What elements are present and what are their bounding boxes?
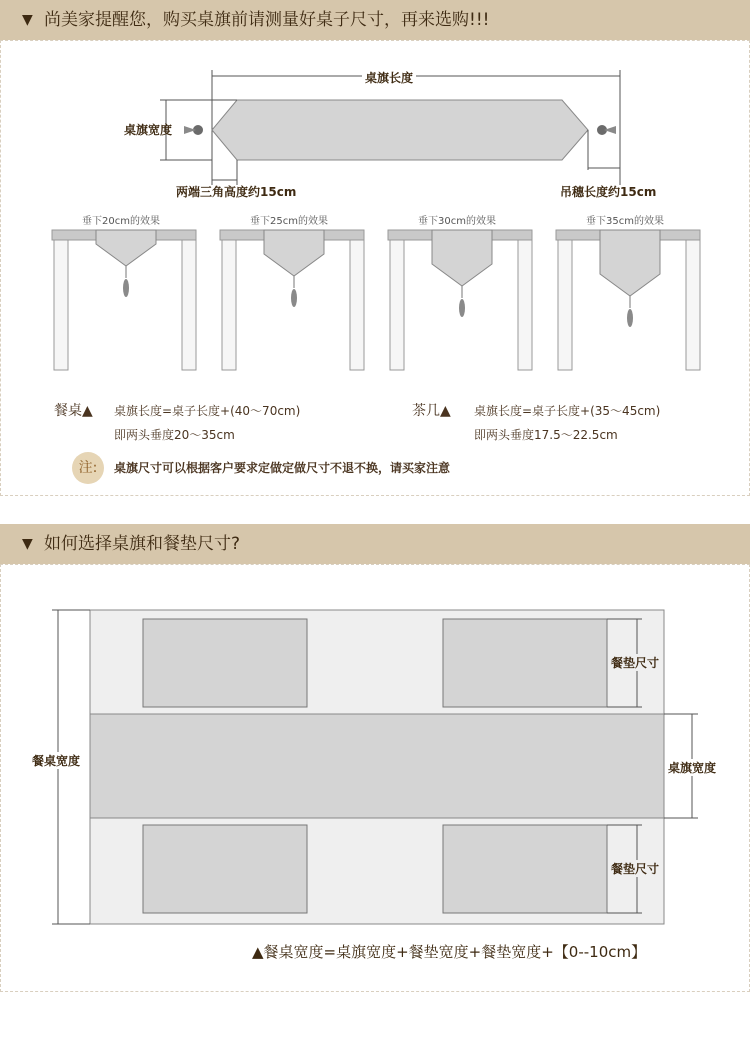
drop-label-20: 垂下20cm的效果 (82, 216, 160, 227)
tassel-length-label: 吊穗长度约15cm (560, 185, 657, 199)
section2-banner-text: 如何选择桌旗和餐垫尺寸? (44, 534, 241, 554)
placemat-bottom-right (443, 825, 607, 913)
note-icon: 注: (72, 452, 104, 484)
table-drop-25 (220, 230, 364, 370)
left-tassel-icon (184, 125, 203, 135)
runner-length-label: 桌旗长度 (362, 69, 416, 86)
drop-examples (0, 226, 750, 376)
table-drop-30 (388, 230, 532, 370)
runner-width-label: 桌旗宽度 (124, 123, 173, 137)
drop-label-25: 垂下25cm的效果 (250, 216, 328, 227)
down-triangle-icon: ▼ (22, 536, 33, 552)
placemat-top-right (443, 619, 607, 707)
drop-label-30: 垂下30cm的效果 (418, 216, 496, 227)
runner-band (90, 714, 664, 818)
placemat-bottom-left (143, 825, 307, 913)
placemat-top-left (143, 619, 307, 707)
table-drop-20 (52, 230, 196, 370)
section1-banner-text: 尚美家提醒您，购买桌旗前请测量好桌子尺寸，再来选购!!! (44, 10, 490, 30)
tea-spec-1: 桌旗长度=桌子长度+(35～45cm) (474, 404, 661, 418)
section1-banner (0, 0, 750, 40)
down-triangle-icon: ▼ (22, 12, 33, 28)
note-text: 桌旗尺寸可以根据客户要求定做定做尺寸不退不换，请买家注意 (114, 461, 451, 475)
tea-spec-2: 即两头垂度17.5～22.5cm (474, 428, 618, 442)
mat-size-label-bottom: 餐垫尺寸 (611, 862, 660, 876)
dining-spec-2: 即两头垂度20～35cm (114, 428, 235, 442)
drop-label-35: 垂下35cm的效果 (586, 216, 664, 227)
right-tassel-icon (597, 125, 616, 135)
runner-width-label-2: 桌旗宽度 (668, 761, 717, 775)
mat-size-label-top: 餐垫尺寸 (611, 656, 660, 670)
table-width-label: 餐桌宽度 (32, 754, 81, 768)
dining-spec-1: 桌旗长度=桌子长度+(40～70cm) (114, 404, 301, 418)
runner-shape (212, 100, 588, 160)
table-drop-35 (556, 230, 700, 370)
table-width-formula: ▲餐桌宽度=桌旗宽度+餐垫宽度+餐垫宽度+【0--10cm】 (252, 943, 647, 961)
triangle-height-label: 两端三角高度约15cm (176, 185, 297, 199)
section2-banner (0, 524, 750, 564)
dining-table-heading: 餐桌▲ (54, 403, 93, 419)
table-layout-diagram (0, 600, 750, 940)
tea-table-heading: 茶几▲ (412, 403, 451, 419)
